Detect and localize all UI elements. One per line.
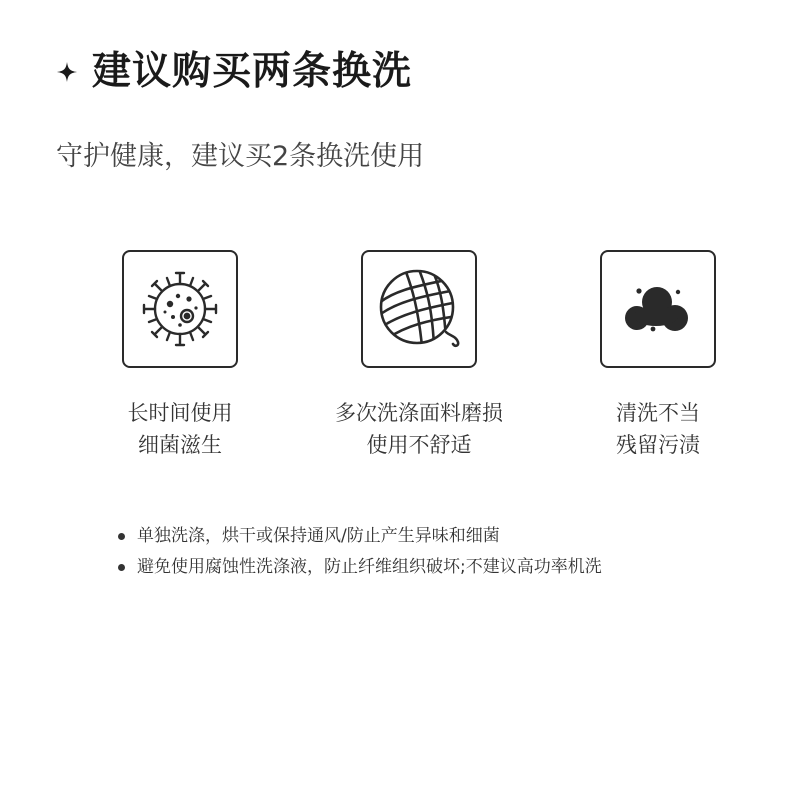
card-fabric-wear <box>299 250 539 461</box>
icon-frame <box>600 250 716 368</box>
card-caption <box>128 398 233 461</box>
bacteria-icon <box>137 266 223 352</box>
stain-icon <box>615 266 701 352</box>
note-text: 避免使用腐蚀性洗涤液，防止纤维组织破坏;不建议高功率机洗 <box>137 557 602 577</box>
sparkle-icon <box>56 61 78 83</box>
note-item <box>118 552 602 583</box>
caption-line: 细菌滋生 <box>138 432 222 457</box>
card-bacteria <box>60 250 300 461</box>
page-title: 建议购买两条换洗 <box>92 49 413 94</box>
section-header <box>56 49 413 94</box>
caption-line: 清洗不当 <box>616 401 700 425</box>
yarn-ball-icon <box>376 266 462 352</box>
bullet-icon <box>118 533 125 540</box>
card-stain <box>538 250 778 461</box>
icon-frame <box>122 250 238 368</box>
icon-frame <box>361 250 477 368</box>
page-subtitle: 守护健康，建议买2条换洗使用 <box>56 141 425 172</box>
card-caption <box>616 398 700 461</box>
card-caption <box>335 398 503 461</box>
bullet-icon <box>118 564 125 571</box>
caption-line: 多次洗涤面料磨损 <box>335 401 503 425</box>
note-item <box>118 521 602 552</box>
hazard-cards <box>0 250 790 490</box>
note-text: 单独洗涤，烘干或保持通风/防止产生异味和细菌 <box>137 526 500 546</box>
care-notes <box>118 521 602 583</box>
caption-line: 长时间使用 <box>127 401 233 425</box>
caption-line: 残留污渍 <box>616 432 700 457</box>
caption-line: 使用不舒适 <box>366 432 472 457</box>
